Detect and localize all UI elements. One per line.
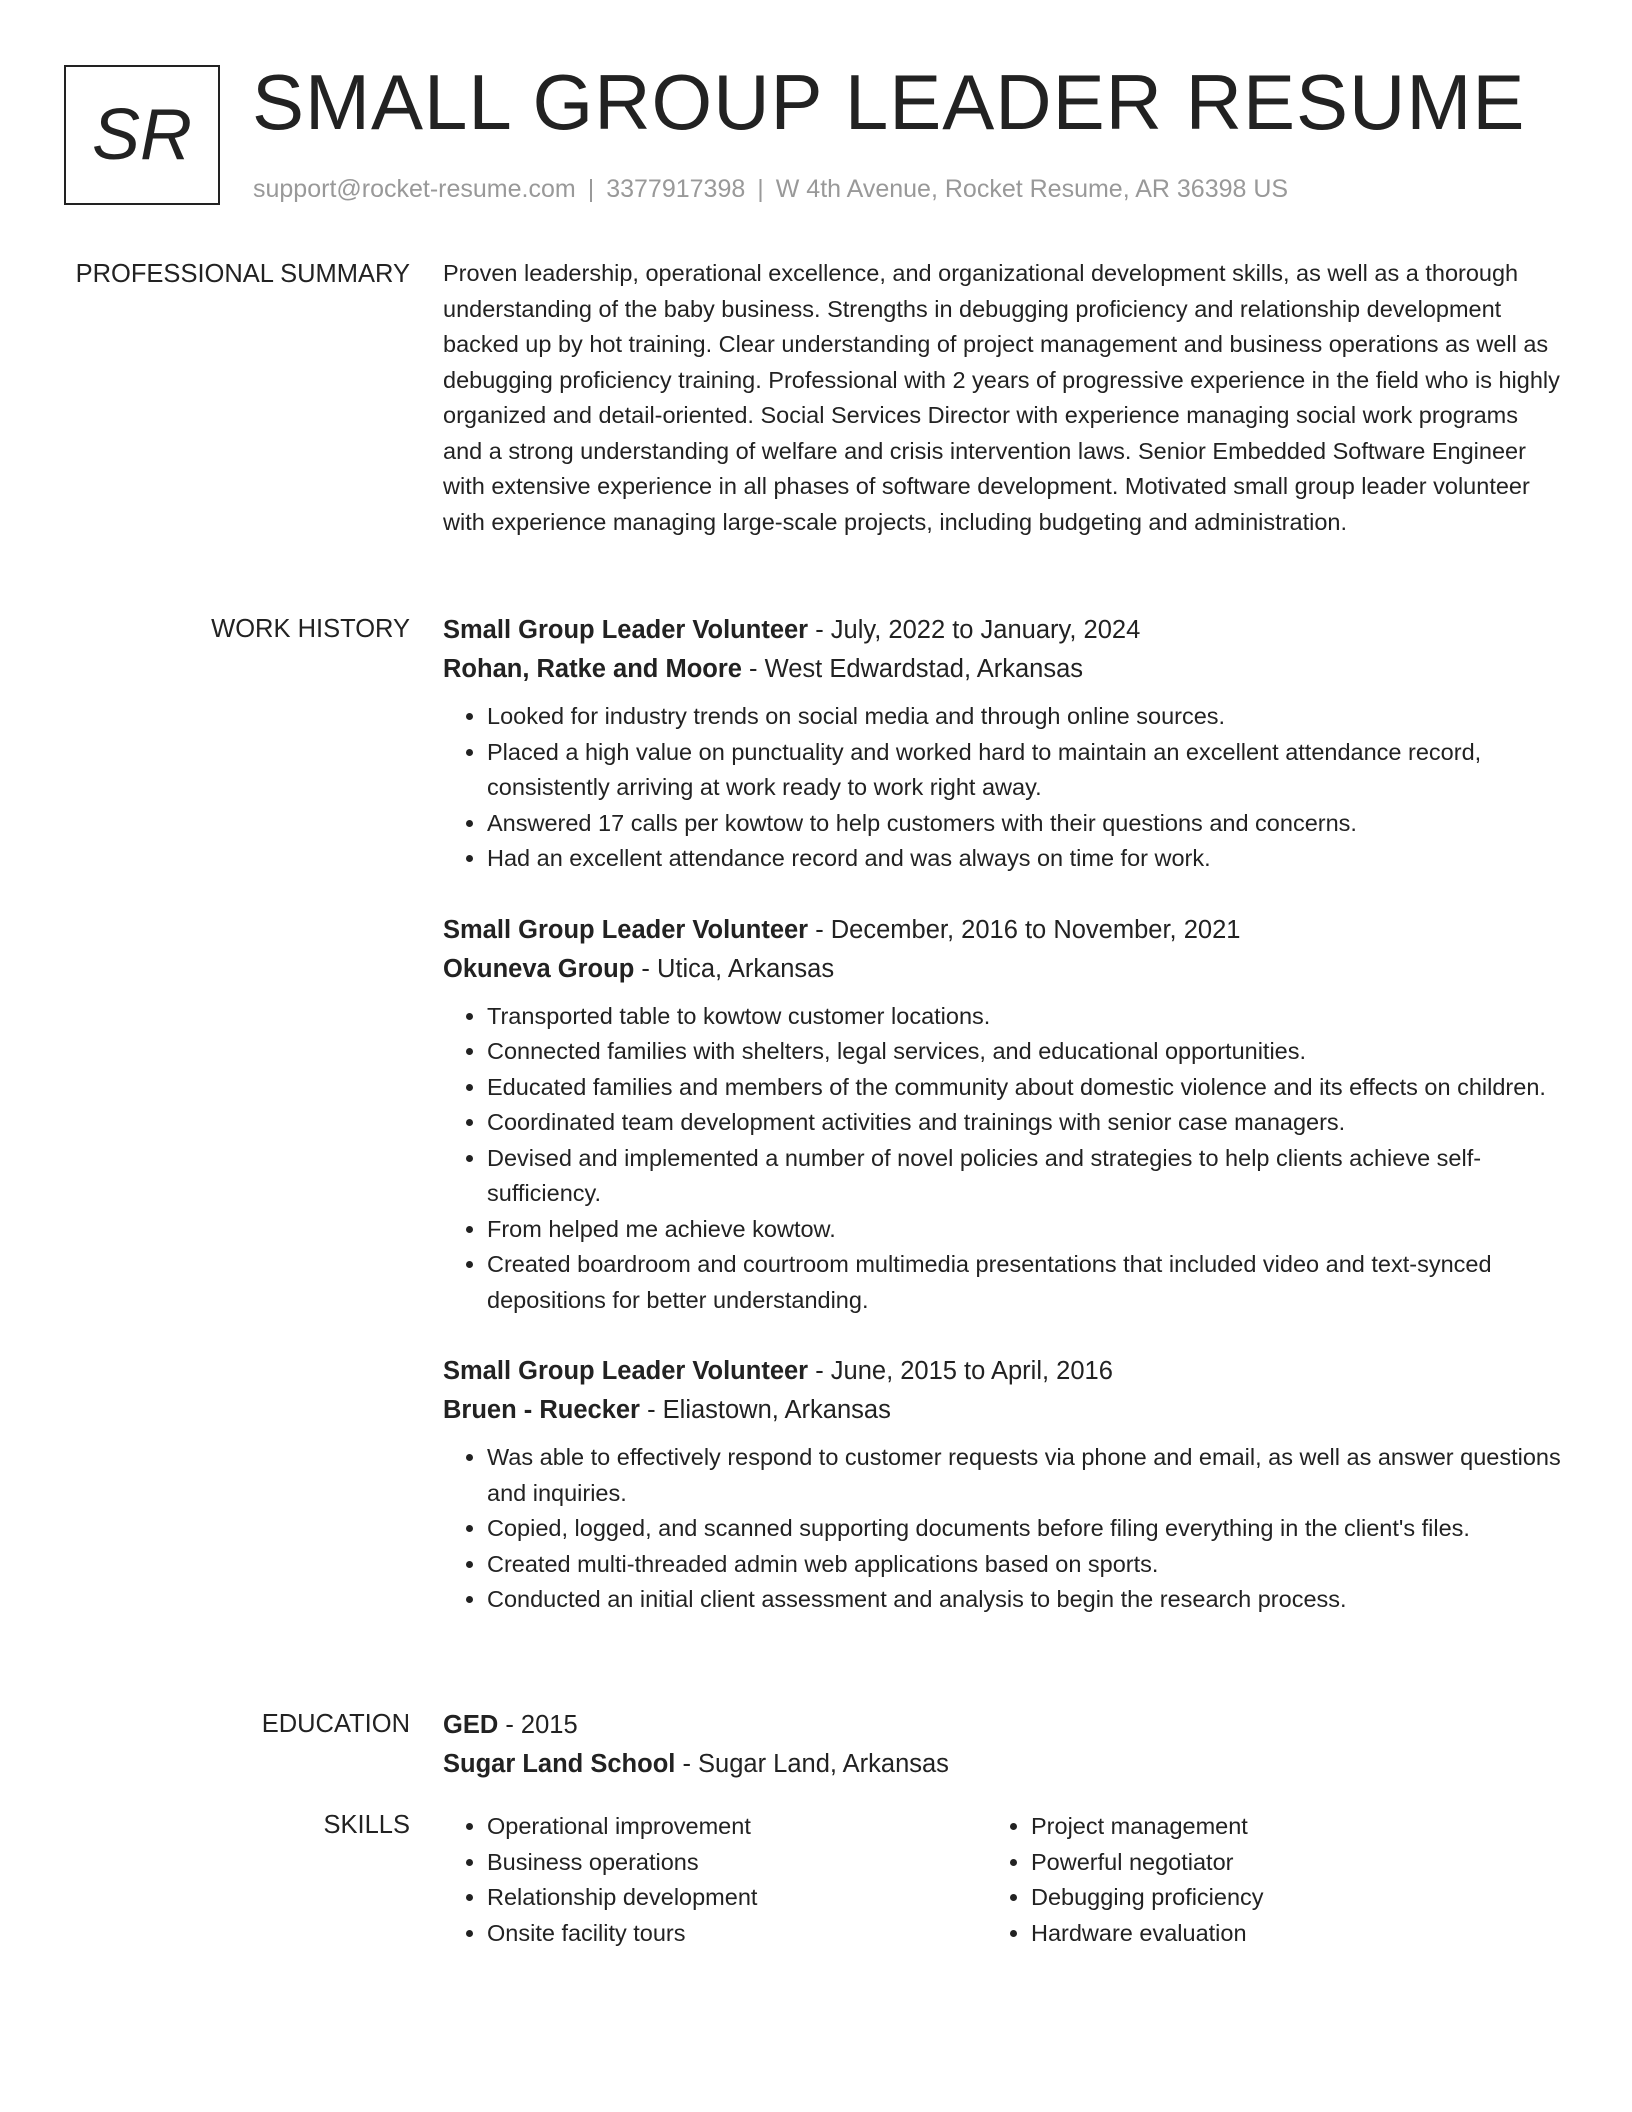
- job-bullet: • Was able to effectively respond to customer requests via phone and email, as well as answer questions and inquiries.: [487, 1440, 1563, 1511]
- job-bullets: [443, 699, 1563, 877]
- education-degree: GED: [443, 1711, 499, 1739]
- skill-item: • Relationship development: [487, 1880, 987, 1916]
- resume-title: SMALL GROUP LEADER RESUME: [252, 58, 1526, 146]
- skill-item: • Onsite facility tours: [487, 1916, 987, 1952]
- skills-grid: [443, 1809, 1563, 1951]
- job-company-line: [443, 950, 1563, 989]
- skills-column-right: [987, 1809, 1531, 1951]
- job-company: Okuneva Group: [443, 954, 635, 983]
- job-company-line: [443, 1391, 1563, 1430]
- job-location: - West Edwardstad, Arkansas: [741, 655, 1084, 683]
- contact-address: W 4th Avenue, Rocket Resume, AR 36398 US: [775, 175, 1289, 203]
- job-bullets: [443, 999, 1563, 1319]
- job-bullet: • Devised and implemented a number of novel policies and strategies to help clients achieve self-sufficiency.: [487, 1141, 1563, 1212]
- education-school: Sugar Land School: [443, 1750, 676, 1778]
- job-bullet: • Had an excellent attendance record and was always on time for work.: [487, 841, 1563, 877]
- monogram-logo: SR: [64, 65, 220, 205]
- job-dates: - July, 2022 to January, 2024: [808, 616, 1141, 644]
- section-label-education: EDUCATION: [261, 1710, 410, 1738]
- job-entry: [443, 1352, 1563, 1618]
- job-dates: - June, 2015 to April, 2016: [808, 1357, 1113, 1385]
- education-location: - Sugar Land, Arkansas: [675, 1750, 949, 1778]
- job-title: Small Group Leader Volunteer: [443, 616, 809, 644]
- education-year: - 2015: [498, 1711, 578, 1739]
- section-label-work: WORK HISTORY: [211, 615, 410, 643]
- contact-separator: |: [757, 175, 764, 203]
- job-company: Bruen - Ruecker: [443, 1396, 640, 1424]
- job-entry: [443, 911, 1563, 1319]
- skill-item: • Business operations: [487, 1845, 987, 1881]
- job-bullet: • Placed a high value on punctuality and worked hard to maintain an excellent attendance record, consistently arriving at work ready to work right away.: [487, 735, 1563, 806]
- job-location: - Eliastown, Arkansas: [639, 1396, 891, 1424]
- skill-item: • Hardware evaluation: [1031, 1916, 1531, 1952]
- contact-separator: |: [587, 175, 595, 203]
- section-label-skills: SKILLS: [323, 1811, 410, 1839]
- job-title-line: [443, 1352, 1563, 1391]
- job-bullet: • Created multi-threaded admin web applications based on sports.: [487, 1547, 1563, 1583]
- job-bullet: • Transported table to kowtow customer locations.: [487, 999, 1563, 1035]
- job-bullets: [443, 1440, 1563, 1618]
- job-bullet: • Conducted an initial client assessment and analysis to begin the research process.: [487, 1582, 1563, 1618]
- education-school-line: [443, 1745, 1563, 1784]
- job-bullet: • Coordinated team development activities and trainings with senior case managers.: [487, 1105, 1563, 1141]
- job-bullet: • Looked for industry trends on social media and through online sources.: [487, 699, 1563, 735]
- job-bullet: • Educated families and members of the community about domestic violence and its effects on children.: [487, 1070, 1563, 1106]
- contact-phone[interactable]: 3377917398: [606, 175, 746, 203]
- skills-column-left: [443, 1809, 987, 1951]
- job-title-line: [443, 911, 1563, 950]
- job-entry: [443, 611, 1563, 877]
- contact-email[interactable]: support@rocket-resume.com: [253, 175, 576, 203]
- skill-item: • Operational improvement: [487, 1809, 987, 1845]
- job-bullet: • From helped me achieve kowtow.: [487, 1212, 1563, 1248]
- job-location: - Utica, Arkansas: [634, 954, 835, 983]
- job-bullet: • Copied, logged, and scanned supporting documents before filing everything in the client's files.: [487, 1511, 1563, 1547]
- job-title: Small Group Leader Volunteer: [443, 1357, 809, 1385]
- job-bullet: • Answered 17 calls per kowtow to help customers with their questions and concerns.: [487, 806, 1563, 842]
- job-company-line: [443, 650, 1563, 689]
- job-title: Small Group Leader Volunteer: [443, 915, 809, 944]
- job-bullet: • Connected families with shelters, legal services, and educational opportunities.: [487, 1034, 1563, 1070]
- contact-line: [253, 172, 1288, 206]
- skill-item: • Project management: [1031, 1809, 1531, 1845]
- job-company: Rohan, Ratke and Moore: [443, 655, 742, 683]
- skill-item: • Powerful negotiator: [1031, 1845, 1531, 1881]
- job-title-line: [443, 611, 1563, 650]
- job-bullet: • Created boardroom and courtroom multimedia presentations that included video and text-synced depositions for better understanding.: [487, 1247, 1563, 1318]
- job-dates: - December, 2016 to November, 2021: [808, 915, 1241, 944]
- section-label-summary: PROFESSIONAL SUMMARY: [75, 260, 410, 288]
- education-degree-line: [443, 1706, 1563, 1745]
- summary-text: Proven leadership, operational excellence, and organizational development skills, as well as a thorough understanding of the baby business. Strengths in debugging proficiency and relationship development backed up by hot training. Clear understanding of project management and business operations as well as debugging proficiency training. Professional with 2 years of progressive experience in the field who is highly organized and detail-oriented. Social Services Director with experience managing social work programs and a strong understanding of welfare and crisis intervention laws. Senior Embedded Software Engineer with extensive experience in all phases of software development. Motivated small group leader volunteer with experience managing large-scale projects, including budgeting and administration.: [443, 260, 1560, 535]
- skill-item: • Debugging proficiency: [1031, 1880, 1531, 1916]
